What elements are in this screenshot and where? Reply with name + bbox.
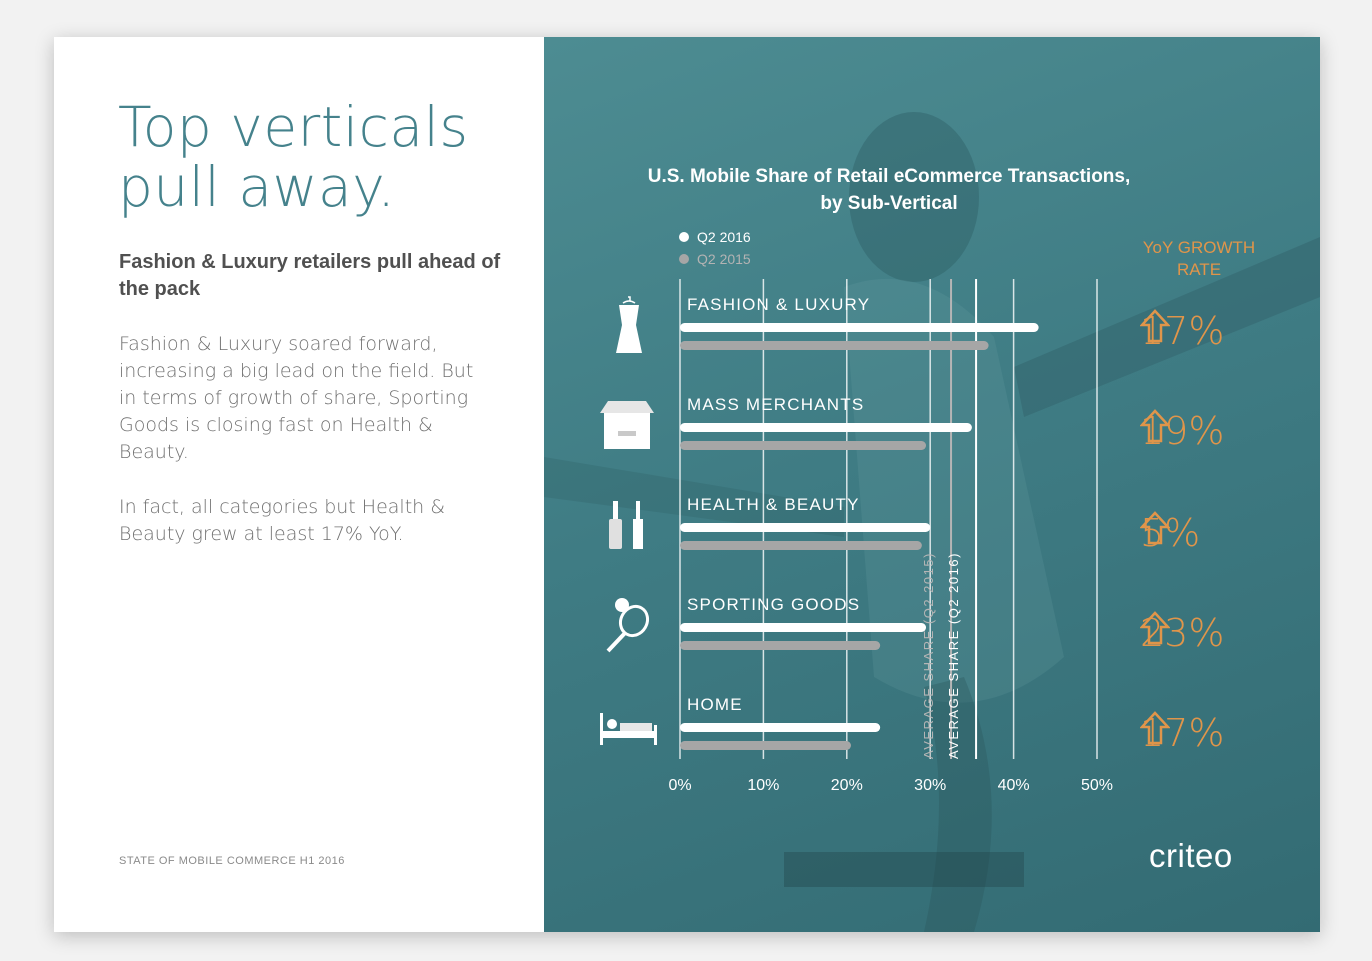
growth-value: 5% [1140,511,1201,555]
chart-title-line-1: U.S. Mobile Share of Retail eCommerce Transactions, [647,166,1131,187]
box-icon [596,397,658,453]
bar-q2-2016 [680,523,930,532]
category-label: FASHION & LUXURY [687,295,871,314]
page-title [118,97,518,217]
bar-q2-2016 [680,323,1039,332]
legend-label-q2-2016: Q2 2016 [697,229,751,245]
growth-rate [1140,511,1200,555]
criteo-logo: criteo [1149,837,1233,874]
yoy-title-line-1: YoY GROWTH [1142,238,1256,257]
category-label: HEALTH & BEAUTY [687,495,860,514]
growth-value: 17% [1140,711,1225,755]
legend-label-q2-2015: Q2 2015 [697,251,751,267]
category-label: HOME [687,695,743,714]
bar-q2-2015 [680,441,926,450]
title-line-1: Top verticals [118,95,469,159]
paragraph-2: In fact, all categories but Health & Beauty grew at least 17% YoY. [119,496,446,545]
x-tick-label: 50% [1080,777,1114,794]
bar-q2-2015 [680,741,851,750]
bar-q2-2015 [680,341,989,350]
bed-icon [598,709,660,749]
bar-q2-2015 [680,641,880,650]
tennis-icon [602,595,654,655]
chart-panel [544,37,1320,932]
bar-q2-2016 [680,623,926,632]
growth-rate [1140,309,1224,353]
up-arrow-icon [1140,309,1170,343]
x-tick-label: 30% [914,777,947,794]
dress-icon [604,295,654,357]
bar-q2-2016 [680,423,972,432]
growth-rate [1140,711,1224,755]
up-arrow-icon [1140,409,1170,443]
average-line-label-2016: AVERAGE SHARE (Q2 2016) [946,552,962,759]
x-tick-label: 0% [668,777,692,794]
growth-value: 19% [1140,409,1225,453]
up-arrow-icon [1140,511,1170,545]
report-page [54,37,1320,932]
category-label: SPORTING GOODS [687,595,861,614]
x-tick-label: 10% [747,777,780,794]
text-panel [54,37,544,932]
category-label: MASS MERCHANTS [687,395,865,414]
x-tick-label: 40% [997,777,1030,794]
up-arrow-icon [1140,611,1170,645]
average-line-label-2015: AVERAGE SHARE (Q2 2015) [921,552,937,759]
chart-title-line-2: by Sub-Vertical [820,193,958,214]
x-tick-label: 20% [830,777,863,794]
growth-rate [1140,611,1224,655]
yoy-title-line-2: RATE [1176,260,1222,279]
bar-q2-2015 [680,541,922,550]
growth-value: 17% [1140,309,1225,353]
growth-value: 23% [1140,611,1225,655]
up-arrow-icon [1140,711,1170,745]
footer-caption: STATE OF MOBILE COMMERCE H1 2016 [119,855,345,867]
cosmetics-icon [606,497,652,553]
paragraph-1: Fashion & Luxury soared forward, increasing a big lead on the field. But in terms of growth of share, Sporting Goods is closing fast on Health & Beauty. [119,333,474,463]
bar-q2-2016 [680,723,880,732]
growth-rate [1140,409,1224,453]
bar-chart [544,37,1320,932]
subheading: Fashion & Luxury retailers pull ahead of the pack [119,251,501,300]
title-line-2: pull away. [118,155,396,219]
